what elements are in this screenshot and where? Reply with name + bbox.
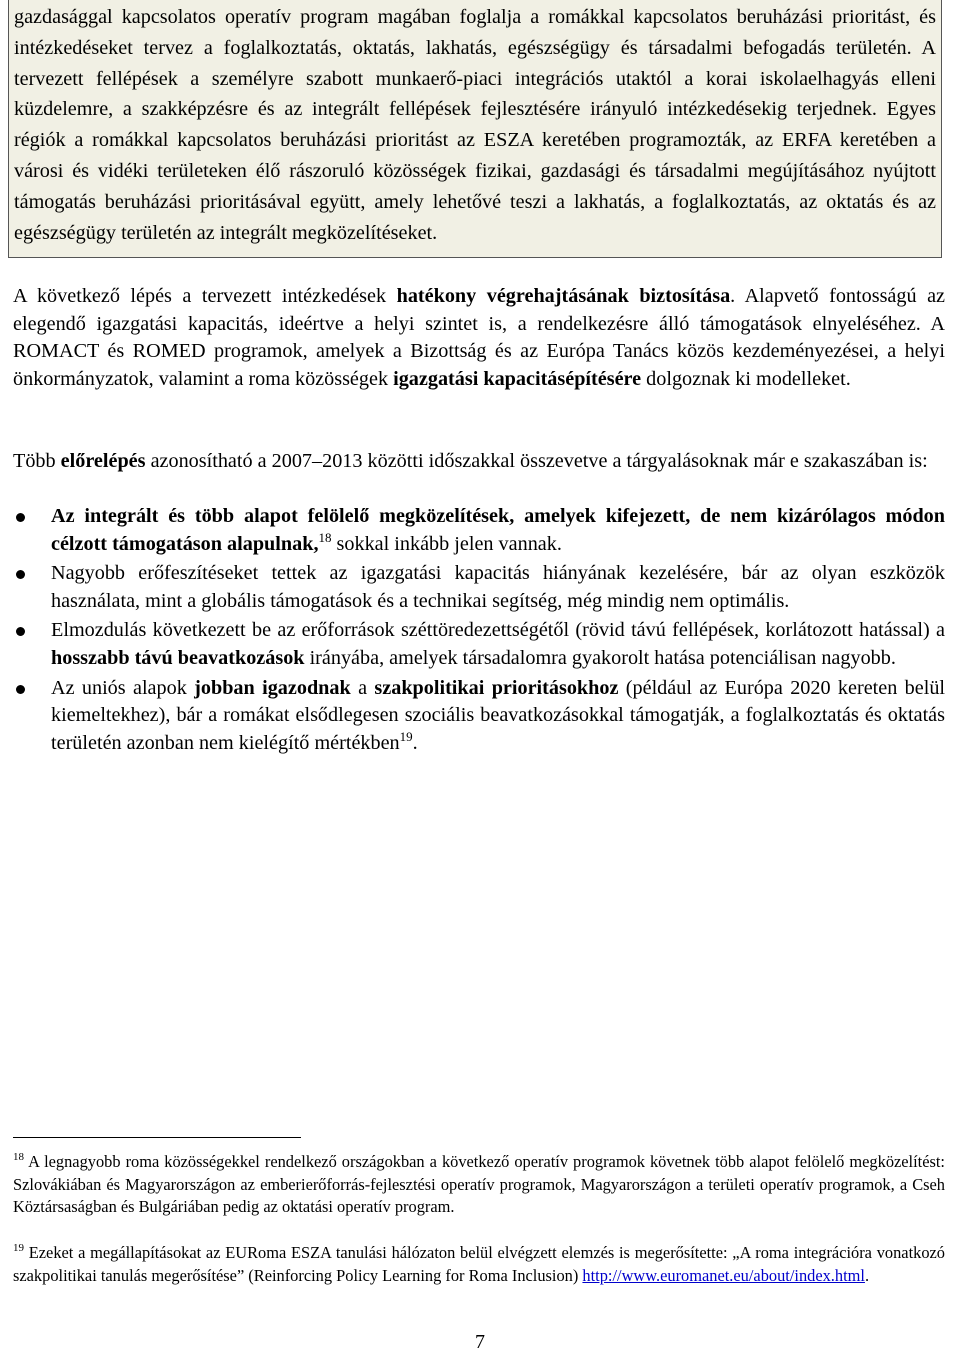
footnote-text: A legnagyobb roma közösségekkel rendelkező országokban a következő operatív programok követnek több alapot felölelő megközelítést: Szlovákiában és Magyarországon az emberierőforrás-fejlesztési operatív programok, Magyarországon a területi operatív programok, a Cseh Köztársaságban és Bulgáriában pedig az oktatási operatív program.: [13, 1152, 945, 1216]
text-run: azonosítható a 2007–2013 közötti időszakkal összevetve a tárgyalásoknak már e szakaszában is:: [145, 450, 928, 472]
paragraph-implementation: [13, 283, 945, 393]
footnote-link[interactable]: http://www.euromanet.eu/about/index.html: [582, 1265, 865, 1285]
bold-run: szakpolitikai prioritásokhoz: [374, 676, 619, 699]
highlight-box: [8, 0, 942, 258]
text-run: Az uniós alapok: [51, 676, 195, 699]
page-number: 7: [475, 1331, 485, 1353]
footnote-text: Ezeket a megállapításokat az EURoma ESZA tanulási hálózaton belül elvégzett elemzés is megerősítette: „A roma integrációra vonatkozó szakpolitikai tanulás megerősítése” (Reinforcing Policy Learning for Roma Inclusion): [13, 1243, 945, 1285]
footnote-text: .: [864, 1265, 870, 1285]
footnote-number: 19: [13, 1242, 24, 1254]
bold-run: igazgatási kapacitásépítésére: [393, 367, 642, 390]
text-run: dolgoznak ki modelleket.: [641, 367, 851, 390]
text-run: Több: [13, 450, 61, 472]
footnote-18: [13, 1151, 945, 1219]
bold-run: hatékony végrehajtásának biztosítása: [396, 285, 731, 307]
text-run: . Alapvető fontosságú az elegendő igazgatási kapacitás, ideértve a helyi szintet is, a rendelkezésre álló támogatások elnyeléséhez. A ROMACT és ROMED programok, amelyek a Bizottság és az Európa Tanács közös kezdeményezései, a helyi önkormányzatok, valamint a roma közösségek: [13, 285, 945, 390]
bold-run: jobban igazodnak: [194, 676, 351, 699]
text-run: A következő lépés a tervezett intézkedések: [13, 285, 397, 307]
bullet-item: [13, 617, 945, 672]
bullet-item: [13, 503, 945, 558]
text-run: (például az Európa 2020 kereten belül kiemeltekhez), bár a romákat elsődlegesen szociális beavatkozásokkal támogatják, a foglalkoztatás és oktatás területén azonban nem kielégítő mértékben: [51, 676, 946, 754]
bullet-item: [13, 675, 945, 758]
paragraph-progress: [13, 448, 945, 476]
text-run: .: [412, 731, 418, 754]
footnote-ref[interactable]: 18: [318, 529, 332, 545]
box-text: gazdasággal kapcsolatos operatív program magában foglalja a romákkal kapcsolatos beruházási prioritást, és intézkedéseket tervez a foglalkoztatás, oktatás, lakhatás, egészségügy és társadalmi befogadás területén. A tervezett fellépések a személyre szabott munkaerő-piaci integrációs utaktól a korai iskolaelhagyás elleni küzdelemre, a szakképzésre és az integrált fellépések fejlesztésére irányuló intézkedésekig terjednek. Egyes régiók a romákkal kapcsolatos beruházási prioritást az ESZA keretében programozták, az ERFA keretében a városi és vidéki területeken élő rászoruló közösségek fizikai, gazdasági és társadalmi megújításához nyújtott támogatás beruházási prioritásával együtt, amely lehetővé teszi a lakhatás, a foglalkoztatás, az oktatás és az egészségügy területén az integrált megközelítéseket.: [14, 6, 936, 244]
bold-run: előrelépés: [60, 450, 146, 472]
text-run: sokkal inkább jelen vannak.: [331, 532, 562, 555]
text-run: irányába, amelyek társadalomra gyakorolt hatása potenciálisan nagyobb.: [304, 646, 896, 669]
progress-bullet-list: [13, 503, 945, 757]
footnote-ref[interactable]: 19: [399, 728, 413, 744]
text-run: Elmozdulás következett be az erőforrások széttöredezettségétől (rövid távú fellépések, korlátozott hatással) a: [51, 619, 945, 642]
bold-run: Az integrált és több alapot felölelő megközelítések, amelyek kifejezett, de nem kizárólagos módon célzott támogatáson alapulnak,: [51, 505, 945, 555]
bullet-item: [13, 560, 945, 615]
footnote-separator: [13, 1137, 301, 1138]
bold-run: hosszabb távú beavatkozások: [51, 646, 305, 669]
text-run: a: [350, 676, 375, 699]
footnote-number: 18: [13, 1151, 24, 1163]
footnote-19: [13, 1242, 945, 1287]
text-run: Nagyobb erőfeszítéseket tettek az igazgatási kapacitás hiányának kezelésére, bár az olyan eszközök használata, mint a globális támogatások és a technikai segítség, még mindig nem optimális.: [51, 562, 945, 612]
